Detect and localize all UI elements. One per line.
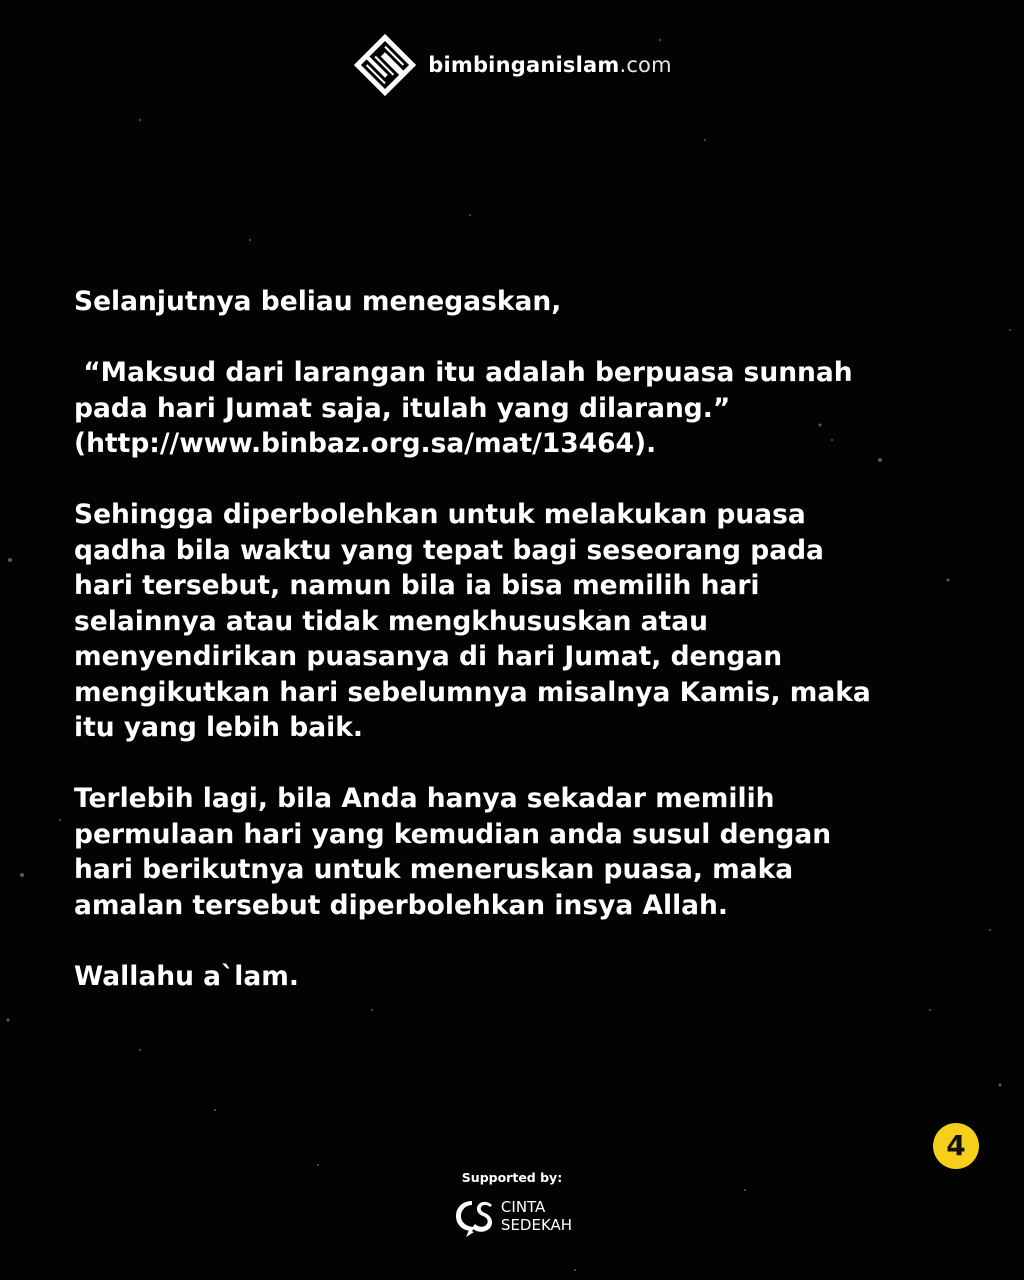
supported-by-label: Supported by: [461, 1170, 563, 1185]
kufic-square-logo-icon [352, 32, 418, 98]
text-line: qadha bila waktu yang tepat bagi seseorang pada [74, 534, 824, 566]
text-line: menyendirikan puasanya di hari Jumat, dengan [74, 641, 783, 672]
article-body [74, 284, 974, 1030]
sponsor-footer [0, 1170, 1024, 1243]
paragraph-explanation [74, 497, 974, 746]
site-name-main: bimbinganislam [428, 53, 620, 77]
paragraph-quote [74, 355, 974, 462]
text-line: Sehingga diperbolehkan untuk melakukan puasa [74, 499, 806, 530]
text-line: Terlebih lagi, bila Anda hanya sekadar memilih [74, 783, 775, 814]
text-line: “Maksud dari larangan itu adalah berpuasa sunnah [74, 357, 853, 388]
text-line: mengikutkan hari sebelumnya misalnya Kamis, maka [74, 676, 871, 708]
text-line: permulaan hari yang kemudian anda susul dengan [74, 818, 832, 850]
sponsor-name-line1: CINTA [500, 1198, 546, 1216]
sponsor-logo [452, 1193, 572, 1239]
page-number-badge: 4 [933, 1123, 979, 1169]
text-line: (http://www.binbaz.org.sa/mat/13464). [74, 428, 657, 459]
text-line: selainnya atau tidak mengkhususkan atau [74, 605, 708, 637]
paragraph-intro [74, 284, 974, 320]
text-line: amalan tersebut diperbolehkan insya Allah. [74, 889, 728, 921]
text-line: hari berikutnya untuk meneruskan puasa, maka [74, 854, 794, 885]
text-line: Selanjutnya beliau menegaskan, [74, 286, 562, 317]
site-header [0, 32, 1024, 98]
site-name-suffix: .com [619, 53, 672, 77]
paragraph-additional [74, 781, 974, 923]
text-line: hari tersebut, namun bila ia bisa memilih hari [74, 570, 760, 601]
sponsor-name-line2: SEDEKAH [500, 1216, 573, 1234]
text-line: Wallahu a`lam. [74, 960, 299, 992]
sponsor-name [501, 1198, 572, 1234]
paragraph-closing [74, 959, 974, 995]
site-name [428, 53, 672, 77]
text-line: itu yang lebih baik. [74, 712, 363, 743]
text-line: pada hari Jumat saja, itulah yang dilarang.” [74, 392, 731, 424]
cinta-sedekah-logo-icon [452, 1193, 498, 1239]
